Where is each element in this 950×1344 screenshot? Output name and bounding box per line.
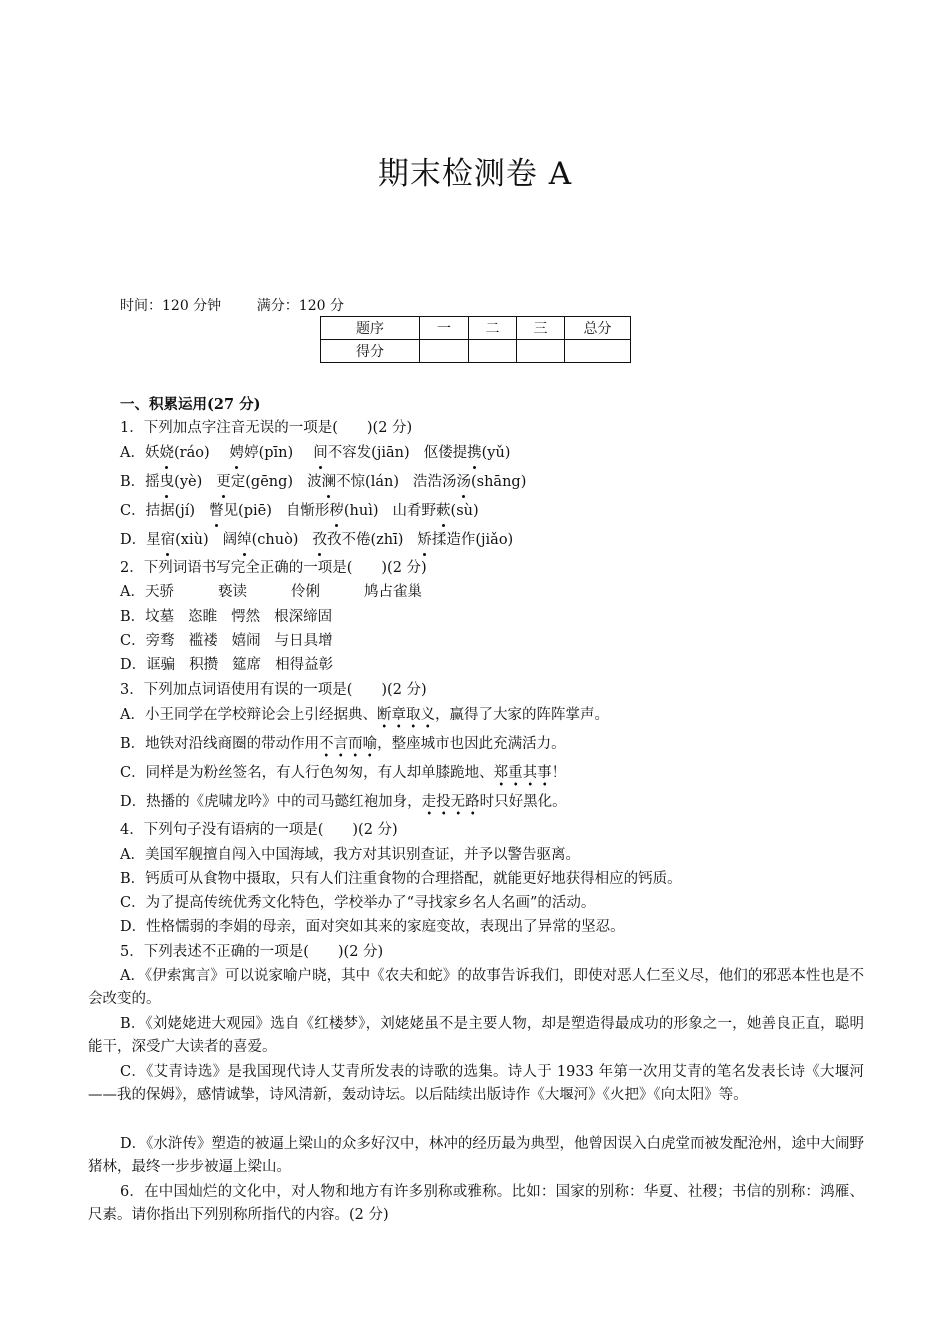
question-1-stem: 1．下列加点字注音无误的一项是( )(2 分) [120,420,413,436]
question-4-option-b: B．钙质可从食物中摄取，只有人们注重食物的合理搭配，就能更好地获得相应的钙质。 [120,871,682,887]
question-2-option-d: D．诓骗 积攒 筵席 相得益彰 [120,657,334,673]
question-1-option-a: A．妖娆(ráo) 娉婷(pīn) 间不容发(jiān) 伛偻提携(yǔ) [120,442,510,464]
question-4-option-c: C．为了提高传统优秀文化特色，学校举办了“寻找家乡名人名画”的活动。 [120,895,596,911]
question-2-option-a: A．天骄 亵读 伶俐 鸠占雀巢 [120,584,422,600]
exam-full-score: 满分：120 分 [256,298,344,314]
question-3-stem: 3．下列加点词语使用有误的一项是( )(2 分) [120,682,427,698]
question-5-option-c: C．《艾青诗选》是我国现代诗人艾青所发表的诗歌的选集。诗人于 1933 年第一次用艾青的笔名发表长诗《大堰河——我的保姆》，感情诚挚，诗风清新，轰动诗坛。以后陆续出版诗作《大堰河》《火把》《向太阳》等。 [88,1064,864,1103]
question-5-stem: 5．下列表述不正确的一项是( )(2 分) [120,944,384,960]
question-1-option-b: B．摇曳(yè) 更定(gēng) 波澜不惊(lán) 浩浩汤汤(shāng) [120,471,526,493]
dotted-phrase: 郑重其事 [494,765,552,786]
score-header-cell: 总分 [565,317,631,340]
question-2-stem: 2．下列词语书写完全正确的一项是( )(2 分) [120,560,427,576]
question-4-option-a: A．美国军舰擅自闯入中国海域，我方对其识别查证，并予以警告驱离。 [120,847,580,863]
score-blank-cell[interactable] [469,340,517,363]
question-5-option-d: D．《水浒传》塑造的被逼上梁山的众多好汉中，林冲的经历最为典型，他曾因误入白虎堂而被发配沧州，途中大闹野猪林，最终一步步被逼上梁山。 [88,1136,864,1175]
question-4-stem: 4．下列句子没有语病的一项是( )(2 分) [120,822,398,838]
dotted-phrase: 不言而喻 [319,736,377,757]
section-heading: 一、积累运用(27 分) [120,396,261,413]
score-blank-cell[interactable] [565,340,631,363]
score-header-cell: 三 [517,317,565,340]
score-blank-cell[interactable] [517,340,565,363]
question-5-option-a: A．《伊索寓言》可以说家喻户晓，其中《农夫和蛇》的故事告诉我们，即使对恶人仁至义尽，他们的邪恶本性也是不会改变的。 [88,968,864,1007]
score-header-cell: 题序 [321,317,420,340]
dotted-phrase: 断章取义 [377,707,435,728]
question-2-option-b: B．坟墓 恣睢 愕然 根深缔固 [120,609,333,625]
question-3-option-b: B．地铁对沿线商圈的带动作用不言而喻，整座城市也因此充满活力。 [120,733,566,755]
question-3-option-d: D．热播的《虎啸龙吟》中的司马懿红袍加身，走投无路时只好黑化。 [120,791,567,813]
question-2-option-c: C．旁骛 褴褛 嬉闹 与日具增 [120,633,333,649]
score-row-label: 得分 [321,340,420,363]
score-table [320,316,631,363]
question-1-option-d: D．星宿(xiù) 阔绰(chuò) 孜孜不倦(zhī) 矫揉造作(jiǎo) [120,529,513,551]
score-table-header [321,317,631,340]
dotted-phrase: 走投无路 [422,794,480,815]
score-header-cell: 一 [420,317,469,340]
exam-meta [120,296,344,316]
score-blank-cell[interactable] [420,340,469,363]
page-title: 期末检测卷 A [377,156,573,192]
score-header-cell: 二 [469,317,517,340]
exam-time: 时间：120 分钟 [120,298,222,314]
score-table-row [321,340,631,363]
question-1-option-c: C．拮据(jí) 瞥见(piē) 自惭形秽(huì) 山肴野蔌(sù) [120,500,479,522]
question-3-option-a: A．小王同学在学校辩论会上引经据典、断章取义，赢得了大家的阵阵掌声。 [120,704,609,726]
question-3-option-c: C．同样是为粉丝签名，有人行色匆匆，有人却单膝跪地、郑重其事！ [120,762,566,784]
question-4-option-d: D．性格懦弱的李娟的母亲，面对突如其来的家庭变故，表现出了异常的坚忍。 [120,919,625,935]
question-6-stem: 6．在中国灿烂的文化中，对人物和地方有许多别称或雅称。比如：国家的别称：华夏、社稷；书信的别称：鸿雁、尺素。请你指出下列别称所指代的内容。(2 分) [88,1184,864,1223]
question-5-option-b: B．《刘姥姥进大观园》选自《红楼梦》，刘姥姥虽不是主要人物，却是塑造得最成功的形象之一，她善良正直，聪明能干，深受广大读者的喜爱。 [88,1016,864,1055]
